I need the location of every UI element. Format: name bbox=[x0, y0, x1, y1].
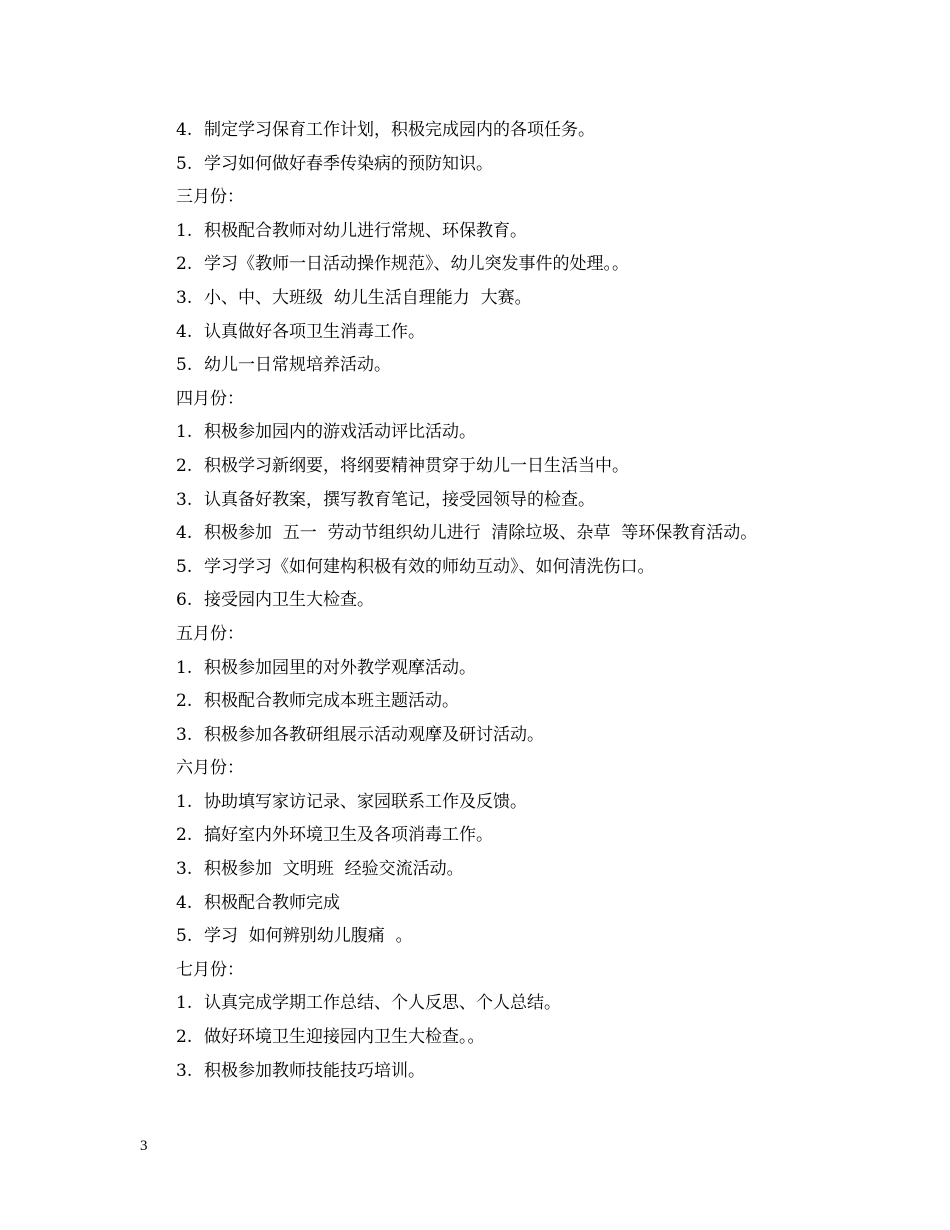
month-heading: 四月份： bbox=[176, 388, 244, 409]
list-item-number: 3. bbox=[176, 859, 193, 880]
list-item-text: 积极参加园里的对外教学观摩活动。 bbox=[204, 657, 476, 678]
list-item-number: 6. bbox=[176, 590, 193, 611]
list-item-number: 5. bbox=[176, 355, 193, 376]
list-item bbox=[176, 416, 876, 450]
month-heading: 五月份： bbox=[176, 623, 244, 644]
list-item-text: 制定学习保育工作计划，积极完成园内的各项任务。 bbox=[204, 120, 595, 140]
list-item-text: 搞好室内外环境卫生及各项消毒工作。 bbox=[204, 825, 493, 846]
list-item-text: 积极学习新纲要，将纲要精神贯穿于幼儿一日生活当中。 bbox=[204, 455, 629, 476]
list-item-text: 协助填写家访记录、家园联系工作及反馈。 bbox=[204, 791, 527, 812]
list-item-number: 4. bbox=[176, 523, 193, 544]
page-number: 3 bbox=[140, 1138, 148, 1154]
list-item-text: 积极参加 五一 劳动节组织幼儿进行 清除垃圾、杂草 等环保教育活动。 bbox=[204, 523, 758, 544]
list-item bbox=[176, 719, 876, 753]
list-item-text: 幼儿一日常规培养活动。 bbox=[204, 355, 391, 376]
month-heading: 六月份： bbox=[176, 758, 244, 779]
list-item-number: 1. bbox=[176, 657, 193, 678]
list-item-number: 2. bbox=[176, 455, 193, 476]
list-item-number: 2. bbox=[176, 1027, 193, 1048]
list-item-number: 3. bbox=[176, 489, 193, 510]
list-item bbox=[176, 316, 876, 350]
list-item-number: 3. bbox=[176, 724, 193, 745]
list-item-text: 积极参加园内的游戏活动评比活动。 bbox=[204, 422, 476, 443]
list-item bbox=[176, 652, 876, 686]
document-body bbox=[176, 114, 876, 1088]
list-item bbox=[176, 215, 876, 249]
list-item bbox=[176, 987, 876, 1021]
list-item-text: 学习如何做好春季传染病的预防知识。 bbox=[204, 153, 493, 174]
list-item-number: 4. bbox=[176, 321, 193, 342]
list-item-text: 积极配合教师完成本班主题活动。 bbox=[204, 691, 459, 712]
list-item bbox=[176, 819, 876, 853]
list-item-number: 2. bbox=[176, 254, 193, 275]
list-item bbox=[176, 148, 876, 182]
list-item-number: 1. bbox=[176, 993, 193, 1014]
list-item bbox=[176, 551, 876, 585]
list-item-number: 5. bbox=[176, 556, 193, 577]
list-item bbox=[176, 584, 876, 618]
month-heading: 三月份： bbox=[176, 187, 244, 208]
list-item bbox=[176, 887, 876, 921]
list-item bbox=[176, 786, 876, 820]
list-item bbox=[176, 517, 876, 551]
list-item-text: 积极参加教师技能技巧培训。 bbox=[204, 1060, 425, 1081]
list-item-number: 2. bbox=[176, 825, 193, 846]
list-item-text: 小、中、大班级 幼儿生活自理能力 大赛。 bbox=[204, 287, 532, 308]
list-item bbox=[176, 349, 876, 383]
list-item-number: 5. bbox=[176, 153, 193, 174]
list-item bbox=[176, 450, 876, 484]
list-item bbox=[176, 1055, 876, 1089]
list-item-number: 5. bbox=[176, 926, 193, 947]
list-item-text: 积极参加各教研组展示活动观摩及研讨活动。 bbox=[204, 724, 544, 745]
list-item bbox=[176, 685, 876, 719]
list-item bbox=[176, 248, 876, 282]
list-item-text: 做好环境卫生迎接园内卫生大检查。。 bbox=[204, 1027, 485, 1048]
list-item-text: 认真做好各项卫生消毒工作。 bbox=[204, 321, 425, 342]
list-item bbox=[176, 1021, 876, 1055]
list-item-text: 积极配合教师对幼儿进行常规、环保教育。 bbox=[204, 220, 527, 241]
list-item-number: 4. bbox=[176, 120, 193, 140]
list-item bbox=[176, 282, 876, 316]
month-heading: 七月份： bbox=[176, 959, 244, 980]
list-item-text: 积极参加 文明班 经验交流活动。 bbox=[204, 859, 464, 880]
list-item-number: 3. bbox=[176, 1060, 193, 1081]
list-item-text: 学习学习《如何建构积极有效的师幼互动》、如何清洗伤口。 bbox=[204, 556, 655, 577]
list-item-text: 认真完成学期工作总结、个人反思、个人总结。 bbox=[204, 993, 561, 1014]
list-item bbox=[176, 853, 876, 887]
list-item-number: 3. bbox=[176, 287, 193, 308]
list-item-text: 接受园内卫生大检查。 bbox=[204, 590, 374, 611]
list-item-text: 学习《教师一日活动操作规范》、幼儿突发事件的处理。。 bbox=[204, 254, 629, 275]
list-item-text: 认真备好教案，撰写教育笔记，接受园领导的检查。 bbox=[204, 489, 595, 510]
list-item bbox=[176, 114, 876, 148]
list-item-number: 1. bbox=[176, 791, 193, 812]
list-item-number: 1. bbox=[176, 422, 193, 443]
list-item-number: 4. bbox=[176, 892, 193, 913]
list-item bbox=[176, 920, 876, 954]
list-item-number: 1. bbox=[176, 220, 193, 241]
list-item-text: 积极配合教师完成 bbox=[204, 892, 340, 913]
list-item bbox=[176, 484, 876, 518]
list-item-text: 学习 如何辨别幼儿腹痛 。 bbox=[204, 926, 413, 947]
list-item-number: 2. bbox=[176, 691, 193, 712]
